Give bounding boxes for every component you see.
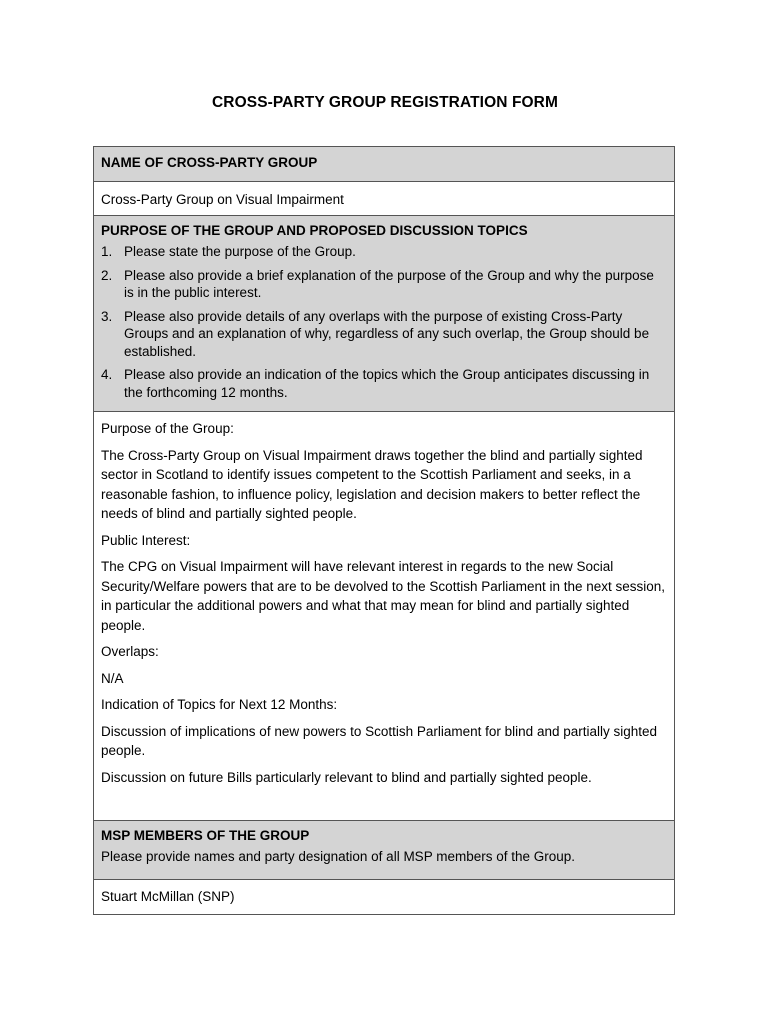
overlaps-text: N/A [101, 670, 124, 686]
instruction-item: 1. Please state the purpose of the Group. [101, 244, 356, 259]
msp-members-row [94, 879, 674, 914]
msp-members-value: Stuart McMillan (SNP) [101, 889, 235, 904]
instruction-item: 4. Please also provide an indication of the topics which the Group anticipates discussing in the forthcoming 12 months. [101, 367, 650, 400]
group-name-value: Cross-Party Group on Visual Impairment [101, 192, 344, 207]
instruction-item: 3. Please also provide details of any overlaps with the purpose of existing Cross-Party Groups and an explanation of why, regardless of any such overlap, the Group should be established. [101, 308, 650, 359]
msp-section-header-row [94, 820, 674, 879]
instruction-item: 2. Please also provide a brief explanation of the purpose of the Group and why the purpose is in the public interest. [101, 267, 654, 300]
name-section-header-row [94, 147, 674, 181]
purpose-text: The Cross-Party Group on Visual Impairment draws together the blind and partially sighted sector in Scotland to identify issues competent to the Scottish Parliament and seeks, in a reasonable fashion, to influence policy, legislation and decision makers to better reflect the needs of blind and partially sighted people. [101, 447, 643, 521]
form-title: CROSS-PARTY GROUP REGISTRATION FORM [212, 94, 558, 111]
topics-text-2: Discussion on future Bills particularly relevant to blind and partially sighted people. [101, 769, 592, 785]
purpose-response-row [94, 411, 674, 820]
purpose-label: Purpose of the Group: [101, 421, 234, 436]
purpose-instructions-list [101, 243, 664, 401]
msp-instruction: Please provide names and party designation of all MSP members of the Group. [101, 849, 576, 864]
msp-section-header: MSP MEMBERS OF THE GROUP [101, 828, 310, 843]
topics-label: Indication of Topics for Next 12 Months: [101, 697, 338, 712]
overlaps-label: Overlaps: [101, 644, 159, 659]
name-section-value-row [94, 181, 674, 215]
public-interest-text: The CPG on Visual Impairment will have relevant interest in regards to the new Social Security/Welfare powers that are to be devolved to the Scottish Parliament in the next session, in particular the additional powers and what that may mean for blind and partially sighted people. [101, 559, 666, 633]
name-section-header: NAME OF CROSS-PARTY GROUP [101, 155, 318, 170]
public-interest-label: Public Interest: [101, 532, 191, 548]
purpose-section-header: PURPOSE OF THE GROUP AND PROPOSED DISCUSSION TOPICS [101, 223, 528, 238]
purpose-section-header-row [94, 215, 674, 411]
topics-text-1: Discussion of implications of new powers to Scottish Parliament for blind and partially sighted people. [101, 723, 658, 758]
registration-form-table [93, 146, 675, 915]
